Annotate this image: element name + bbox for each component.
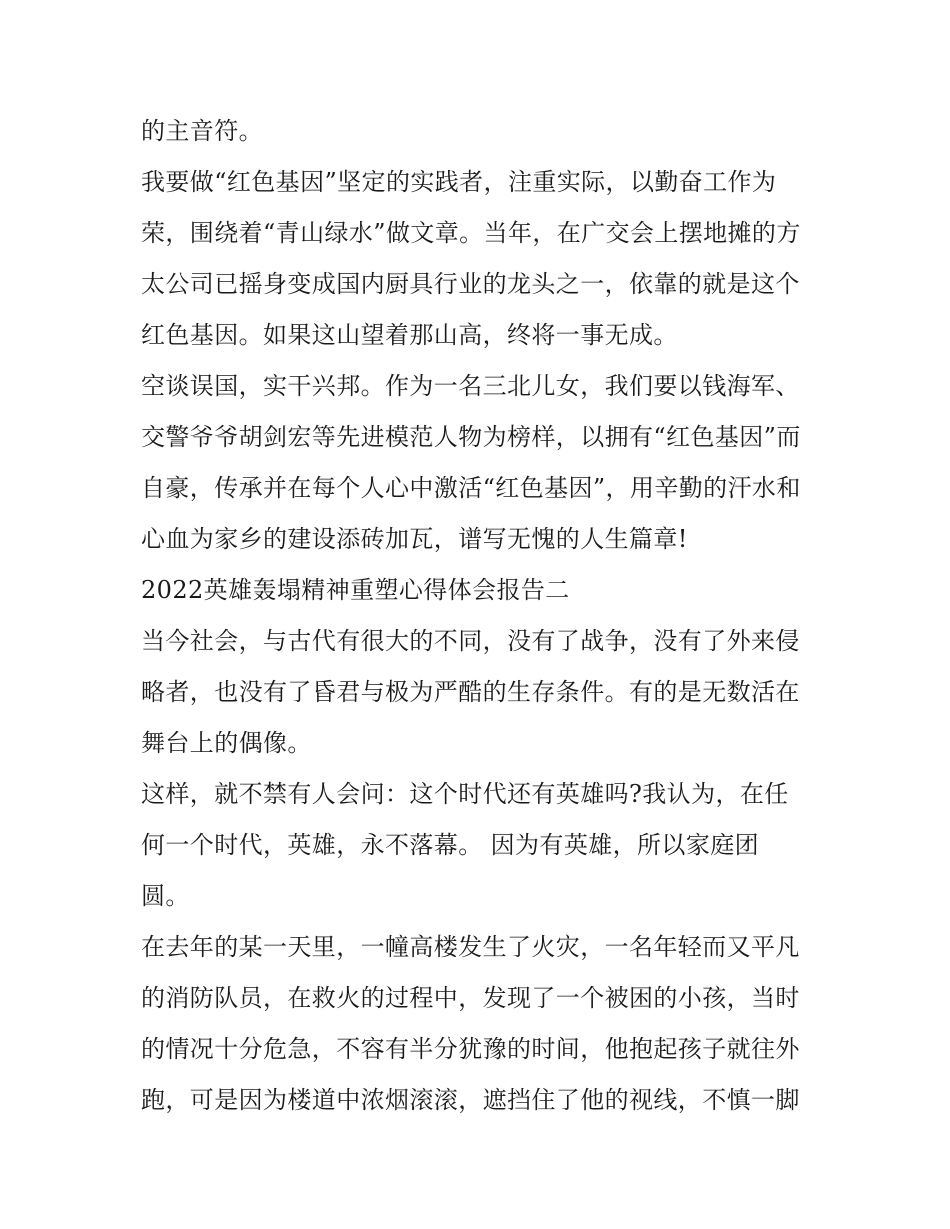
text-line: 空谈误国，实干兴邦。作为一名三北儿女，我们要以钱海军、 bbox=[141, 372, 800, 400]
text-line: 红色基因。如果这山望着那山高，终将一事无成。 bbox=[141, 321, 678, 349]
text-line: 略者，也没有了昏君与极为严酷的生存条件。有的是无数活在 bbox=[141, 678, 800, 706]
text-line: 这样，就不禁有人会问：这个时代还有英雄吗?我认为，在任 bbox=[141, 780, 789, 808]
text-line: 交警爷爷胡剑宏等先进模范人物为榜样，以拥有“红色基因”而 bbox=[141, 423, 801, 451]
body-text bbox=[141, 106, 821, 1126]
text-line: 自豪，传承并在每个人心中激活“红色基因”，用辛勤的汗水和 bbox=[141, 474, 801, 502]
text-line: 心血为家乡的建设添砖加瓦，谱写无愧的人生篇章! bbox=[141, 525, 688, 553]
text-line: 荣，围绕着“青山绿水”做文章。当年，在广交会上摆地摊的方 bbox=[141, 219, 801, 247]
text-line: 何一个时代，英雄，永不落幕。 因为有英雄，所以家庭团 bbox=[141, 831, 760, 859]
text-line: 圆。 bbox=[141, 882, 190, 910]
text-line: 舞台上的偶像。 bbox=[141, 729, 312, 757]
text-line: 当今社会，与古代有很大的不同，没有了战争，没有了外来侵 bbox=[141, 627, 800, 655]
text-line: 的情况十分危急，不容有半分犹豫的时间，他抱起孩子就往外 bbox=[141, 1035, 800, 1063]
text-line: 跑，可是因为楼道中浓烟滚滚，遮挡住了他的视线，不慎一脚 bbox=[141, 1086, 800, 1114]
text-line: 的消防队员，在救火的过程中，发现了一个被困的小孩，当时 bbox=[141, 984, 800, 1012]
text-line: 在去年的某一天里，一幢高楼发生了火灾，一名年轻而又平凡 bbox=[141, 933, 800, 961]
section-heading: 2022英雄轰塌精神重塑心得体会报告二 bbox=[141, 576, 570, 604]
text-line: 太公司已摇身变成国内厨具行业的龙头之一，依靠的就是这个 bbox=[141, 270, 800, 298]
text-line: 我要做“红色基因”坚定的实践者，注重实际，以勤奋工作为 bbox=[141, 168, 777, 196]
text-line: 的主音符。 bbox=[141, 117, 263, 145]
